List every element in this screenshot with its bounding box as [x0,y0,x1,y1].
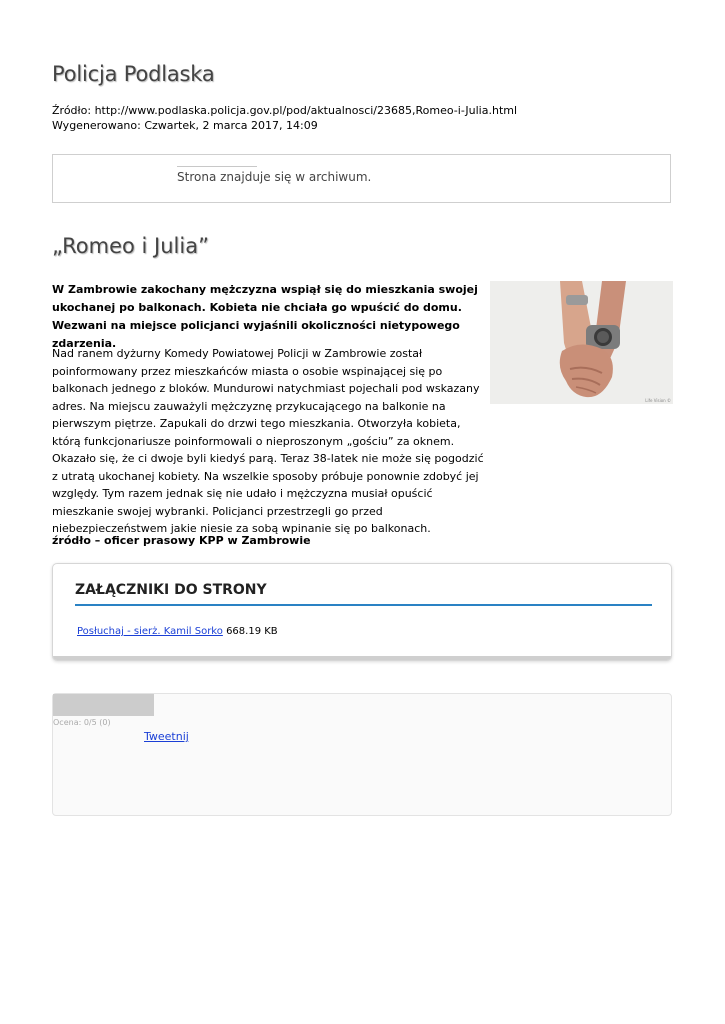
attachments-bottom-bar [53,656,671,660]
article-title: „Romeo i Julia” [52,234,209,258]
photo-credit: Life Vision © [645,398,671,403]
article-body: Nad ranem dyżurny Komedy Powiatowej Policji w Zambrowie został poinformowany przez mieszkańców miasta o osobie wspinającej się po balkonach jednego z bloków. Mundurowi natychmiast pojechali pod wskazany adres. Na miejscu zauważyli mężczyznę przykucającego na balkonie na pierwszym piętrze. Zapukali do drzwi tego mieszkania. Otworzyła kobieta, którą funkcjonariusze poinformowali o nieproszonym „gościu” za oknem. Okazało się, że ci dwoje byli kiedyś parą. Teraz 38-latek nie może się pogodzić z utratą ukochanej kobiety. Na wszelkie sposoby próbuje ponownie zdobyć jej względy. Tym razem jednak się nie udało i mężczyzna musiał opuścić mieszkanie swojej wybranki. Policjanci przestrzegli go przed niebezpieczeństwem jakie niesie za sobą wpinanie się po balkonach. [52,347,484,535]
article-lead: W Zambrowie zakochany mężczyzna wspiął się do mieszkania swojej ukochanej po balkonach. Kobieta nie chciała go wpuścić do domu. Wezwani na miejsce policjanci wyjaśnili okoliczności nietypowego zdarzenia. [52,283,478,350]
attachment-item [77,626,278,637]
rating-stars-bar[interactable] [53,694,154,716]
article-source: źródło – oficer prasowy KPP w Zambrowie [52,534,311,547]
attachment-size: 668.19 KB [226,626,278,637]
archive-notice-box [52,154,671,203]
rating-panel [52,693,672,816]
attachments-panel [52,563,672,661]
generated-date-line: Wygenerowano: Czwartek, 2 marca 2017, 14:09 [52,119,318,132]
archive-notice: Strona znajduje się w archiwum. [177,170,372,184]
attachment-link[interactable]: Posłuchaj - sierż. Kamil Sorko [77,626,223,637]
archive-divider [177,166,257,167]
site-title: Policja Podlaska [52,62,215,86]
document-meta [52,103,517,133]
article-photo [490,281,673,404]
attachments-divider [75,604,652,606]
tweet-link[interactable]: Tweetnij [144,730,189,743]
attachments-heading: ZAŁĄCZNIKI DO STRONY [75,582,267,598]
holding-hands-photo-icon [490,281,673,404]
rating-text: Ocena: 0/5 (0) [53,718,111,727]
source-url-line: Źródło: http://www.podlaska.policja.gov.pl/pod/aktualnosci/23685,Romeo-i-Julia.html [52,104,518,117]
